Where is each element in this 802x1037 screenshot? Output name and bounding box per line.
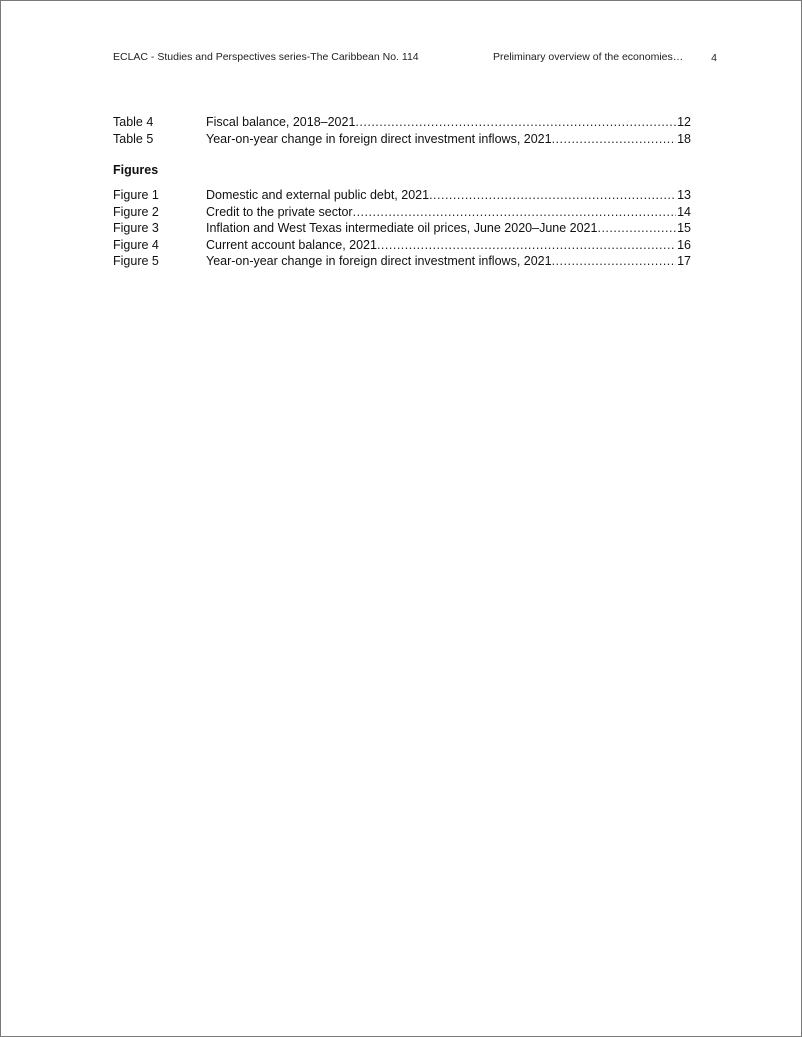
toc-entry-figure-3[interactable]	[113, 220, 691, 237]
toc-entry-figure-2[interactable]	[113, 204, 691, 221]
page-number: 4	[711, 52, 717, 64]
toc-entry-title: Year-on-year change in foreign direct investment inflows, 2021	[206, 254, 552, 268]
dot-leader	[552, 131, 677, 148]
toc-entry-page: 18	[677, 131, 691, 146]
tables-list	[113, 114, 691, 147]
toc-entry-figure-5[interactable]	[113, 253, 691, 270]
toc-entry-label: Figure 3	[113, 221, 159, 235]
toc-entry-title: Fiscal balance, 2018–2021	[206, 115, 356, 129]
dot-leader	[355, 114, 676, 131]
toc-entry-page: 13	[677, 188, 691, 202]
toc-entry-page: 15	[677, 221, 691, 235]
dot-leader	[377, 237, 676, 254]
running-title: Preliminary overview of the economies…	[493, 51, 684, 63]
dot-leader	[552, 253, 677, 270]
toc-entry-figure-1[interactable]	[113, 187, 691, 204]
toc-entry-label: Figure 2	[113, 204, 159, 219]
dot-leader	[597, 220, 676, 237]
toc-entry-title: Domestic and external public debt, 2021	[206, 188, 430, 202]
toc-entry-label: Figure 4	[113, 237, 159, 252]
figures-list	[113, 187, 691, 270]
toc-entry-page: 17	[677, 254, 691, 268]
toc-entry-title: Credit to the private sector	[206, 204, 353, 219]
dot-leader	[353, 204, 676, 221]
toc-entry-title: Inflation and West Texas intermediate oil prices, June 2020–June 2021	[206, 221, 598, 235]
toc-entry-table-4[interactable]	[113, 114, 691, 131]
toc-entry-label: Table 4	[113, 115, 154, 129]
toc-entry-label: Figure 1	[113, 188, 159, 202]
toc-entry-title: Year-on-year change in foreign direct investment inflows, 2021	[206, 131, 552, 146]
toc-entry-page: 14	[677, 204, 691, 219]
toc-entry-figure-4[interactable]	[113, 237, 691, 254]
dot-leader	[429, 187, 676, 204]
toc-entry-table-5[interactable]	[113, 131, 691, 148]
toc-entry-label: Figure 5	[113, 254, 159, 268]
figures-heading: Figures	[113, 163, 159, 177]
toc-entry-page: 12	[677, 115, 691, 129]
page-header	[113, 51, 719, 67]
toc-entry-title: Current account balance, 2021	[206, 237, 377, 252]
toc-entry-label: Table 5	[113, 131, 154, 146]
series-title: ECLAC - Studies and Perspectives series-The Caribbean No. 114	[113, 51, 419, 63]
toc-entry-page: 16	[677, 237, 691, 252]
